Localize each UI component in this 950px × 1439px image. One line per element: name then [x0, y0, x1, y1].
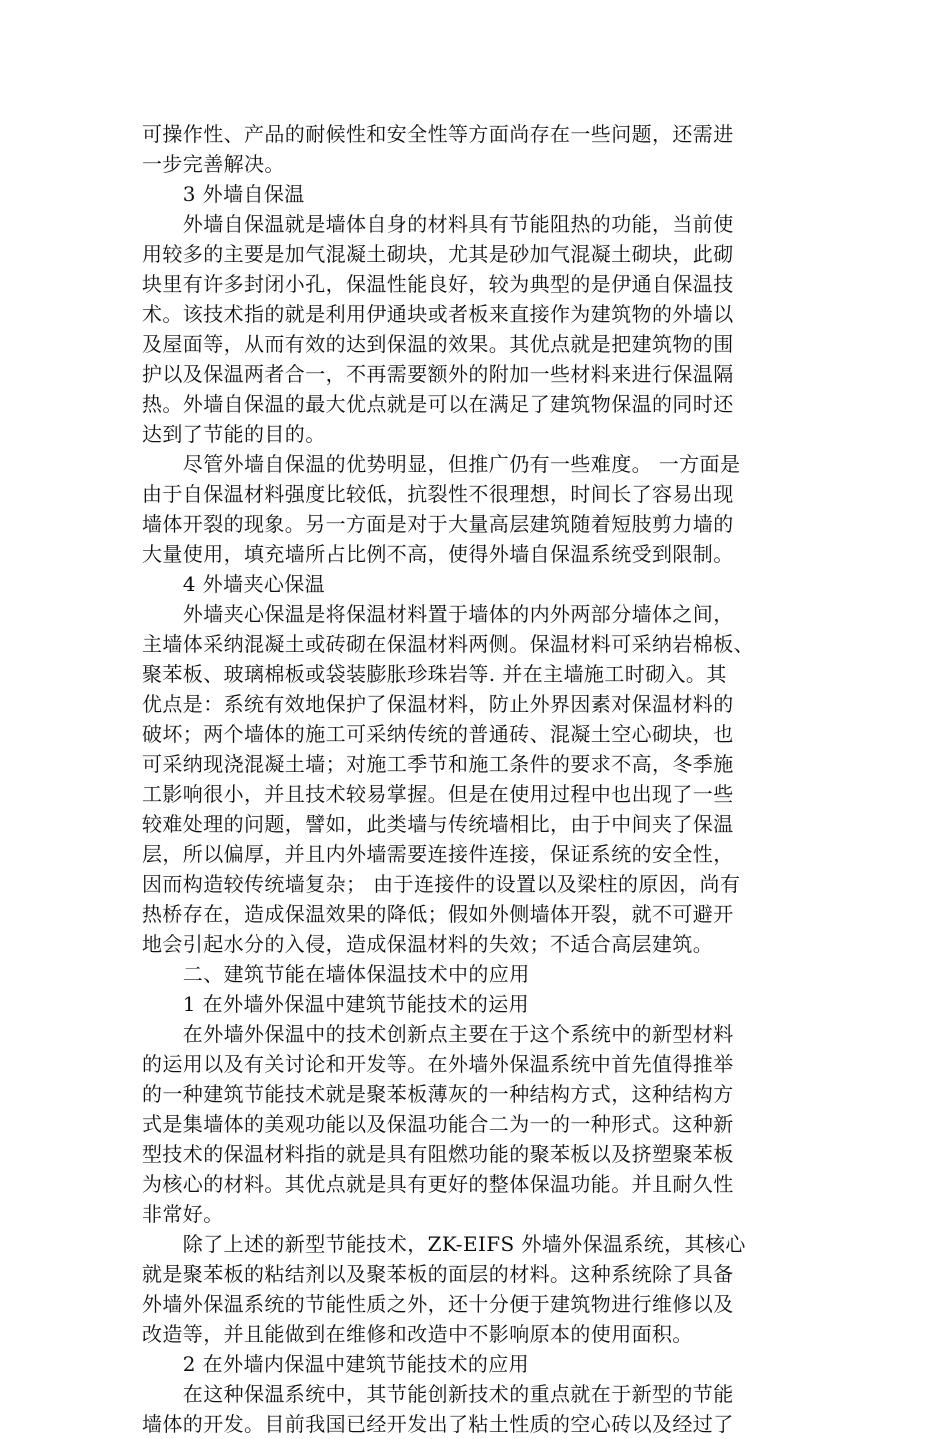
- text-line: 外墙自保温就是墙体自身的材料具有节能阻热的功能，当前使: [142, 212, 734, 236]
- text-line: 热。外墙自保温的最大优点就是可以在满足了建筑物保温的同时还: [142, 392, 734, 416]
- text-line: 主墙体采纳混凝土或砖砌在保温材料两侧。保温材料可采纳岩棉板、: [142, 632, 754, 656]
- text-line: 型技术的保温材料指的就是具有阻燃功能的聚苯板以及挤塑聚苯板: [142, 1142, 734, 1166]
- text-line: 层，所以偏厚，并且内外墙需要连接件连接，保证系统的安全性，: [142, 842, 734, 866]
- text-line: 达到了节能的目的。: [142, 422, 326, 446]
- text-line: 可操作性、产品的耐候性和安全性等方面尚存在一些问题，还需进: [142, 122, 734, 146]
- section-heading: 二、建筑节能在墙体保温技术中的应用: [142, 962, 530, 986]
- text-line: 及屋面等，从而有效的达到保温的效果。其优点就是把建筑物的围: [142, 332, 734, 356]
- text-line: 墙体的开发。目前我国已经开发出了粘土性质的空心砖以及经过了: [142, 1412, 734, 1436]
- document-body: [142, 119, 812, 1439]
- text-line: 地会引起水分的入侵，造成保温材料的失效；不适合高层建筑。: [142, 932, 714, 956]
- text-line: 为核心的材料。其优点就是具有更好的整体保温功能。并且耐久性: [142, 1172, 734, 1196]
- section-heading: 1 在外墙外保温中建筑节能技术的运用: [142, 992, 530, 1016]
- text-line: 式是集墙体的美观功能以及保温功能合二为一的一种形式。这种新: [142, 1112, 734, 1136]
- text-line: 用较多的主要是加气混凝土砌块，尤其是砂加气混凝土砌块，此砌: [142, 242, 734, 266]
- section-heading: 2 在外墙内保温中建筑节能技术的应用: [142, 1352, 530, 1376]
- text-line: 改造等，并且能做到在维修和改造中不影响原本的使用面积。: [142, 1322, 693, 1346]
- section-heading: 3 外墙自保温: [142, 182, 305, 206]
- text-line: 一步完善解决。: [142, 152, 285, 176]
- text-line: 外墙夹心保温是将保温材料置于墙体的内外两部分墙体之间，: [142, 602, 734, 626]
- text-line: 聚苯板、玻璃棉板或袋装膨胀珍珠岩等. 并在主墙施工时砌入。其: [142, 662, 727, 686]
- text-line: 除了上述的新型节能技术，ZK-EIFS 外墙外保温系统，其核心: [142, 1232, 746, 1256]
- text-line: 破坏；两个墙体的施工可采纳传统的普通砖、混凝土空心砌块，也: [142, 722, 734, 746]
- text-line: 较难处理的问题，譬如，此类墙与传统墙相比，由于中间夹了保温: [142, 812, 734, 836]
- text-line: 就是聚苯板的粘结剂以及聚苯板的面层的材料。这种系统除了具备: [142, 1262, 734, 1286]
- text-line: 非常好。: [142, 1202, 224, 1226]
- text-line: 的运用以及有关讨论和开发等。在外墙外保温系统中首先值得推举: [142, 1052, 734, 1076]
- text-line: 的一种建筑节能技术就是聚苯板薄灰的一种结构方式，这种结构方: [142, 1082, 734, 1106]
- text-line: 工影响很小，并且技术较易掌握。但是在使用过程中也出现了一些: [142, 782, 734, 806]
- text-line: 在外墙外保温中的技术创新点主要在于这个系统中的新型材料: [142, 1022, 734, 1046]
- text-line: 因而构造较传统墙复杂； 由于连接件的设置以及梁柱的原因，尚有: [142, 872, 741, 896]
- text-line: 优点是：系统有效地保护了保温材料，防止外界因素对保温材料的: [142, 692, 734, 716]
- text-line: 墙体开裂的现象。另一方面是对于大量高层建筑随着短肢剪力墙的: [142, 512, 734, 536]
- text-line: 大量使用，填充墙所占比例不高，使得外墙自保温系统受到限制。: [142, 542, 734, 566]
- section-heading: 4 外墙夹心保温: [142, 572, 326, 596]
- text-line: 护以及保温两者合一，不再需要额外的附加一些材料来进行保温隔: [142, 362, 734, 386]
- text-line: 尽管外墙自保温的优势明显，但推广仍有一些难度。 一方面是: [142, 452, 741, 476]
- text-line: 由于自保温材料强度比较低，抗裂性不很理想，时间长了容易出现: [142, 482, 734, 506]
- text-line: 术。该技术指的就是利用伊通块或者板来直接作为建筑物的外墙以: [142, 302, 734, 326]
- text-line: 外墙外保温系统的节能性质之外，还十分便于建筑物进行维修以及: [142, 1292, 734, 1316]
- text-line: 块里有许多封闭小孔，保温性能良好，较为典型的是伊通自保温技: [142, 272, 734, 296]
- text-line: 可采纳现浇混凝土墙；对施工季节和施工条件的要求不高，冬季施: [142, 752, 734, 776]
- text-line: 热桥存在，造成保温效果的降低；假如外侧墙体开裂，就不可避开: [142, 902, 734, 926]
- text-line: 在这种保温系统中，其节能创新技术的重点就在于新型的节能: [142, 1382, 734, 1406]
